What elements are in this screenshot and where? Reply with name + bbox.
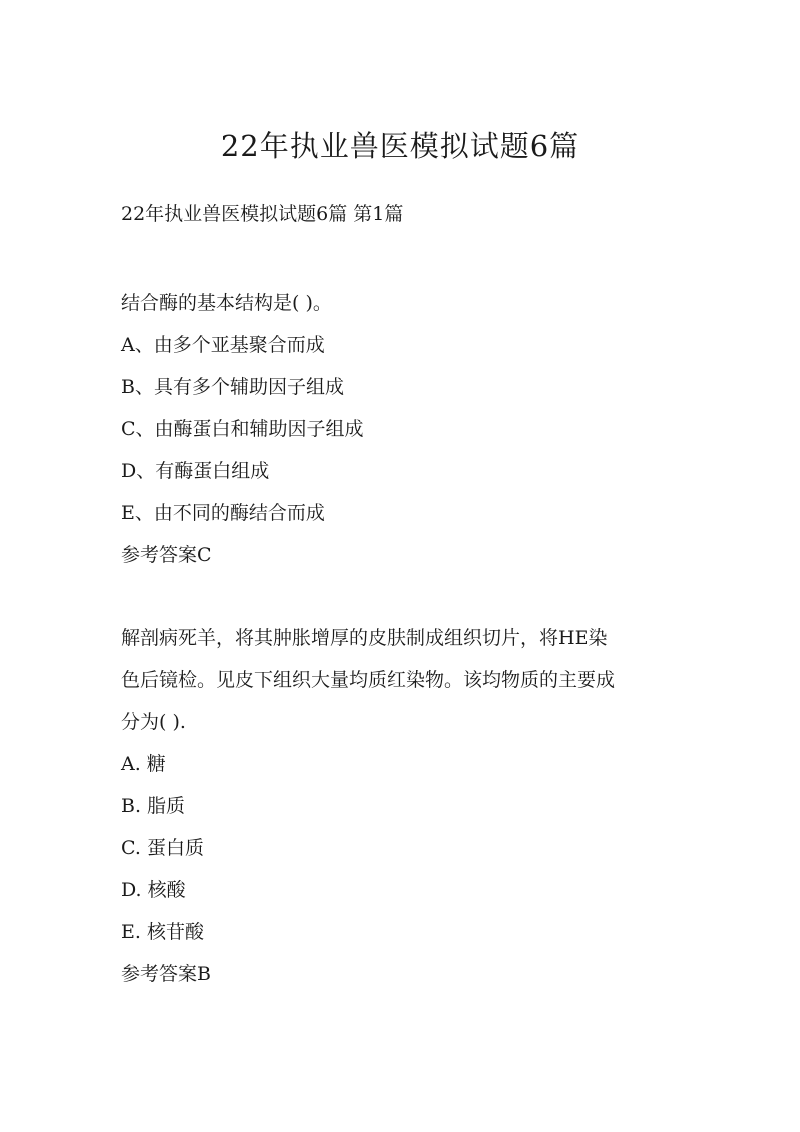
option-e: E. 核苷酸 <box>121 921 204 943</box>
question-stem-line-3: 分为( ). <box>121 711 186 733</box>
question-stem: 结合酶的基本结构是( )。 <box>121 292 332 314</box>
option-c: C、由酶蛋白和辅助因子组成 <box>121 418 364 440</box>
question-2 <box>121 617 691 995</box>
option-a: A、由多个亚基聚合而成 <box>121 334 325 356</box>
option-b: B、具有多个辅助因子组成 <box>121 376 344 398</box>
option-b: B. 脂质 <box>121 795 186 817</box>
document-subtitle: 22年执业兽医模拟试题6篇 第1篇 <box>121 203 404 225</box>
document-title: 22年执业兽医模拟试题6篇 <box>220 129 580 163</box>
question-1 <box>121 282 691 576</box>
option-d: D、有酶蛋白组成 <box>121 460 270 482</box>
option-e: E、由不同的酶结合而成 <box>121 502 325 524</box>
option-c: C. 蛋白质 <box>121 837 204 859</box>
option-list <box>121 743 691 953</box>
option-a: A. 糖 <box>121 753 166 775</box>
reference-answer: 参考答案C <box>121 544 212 566</box>
option-list <box>121 324 691 534</box>
reference-answer: 参考答案B <box>121 963 211 985</box>
option-d: D. 核酸 <box>121 879 186 901</box>
question-stem-line-2: 色后镜检。见皮下组织大量均质红染物。该均物质的主要成 <box>121 669 616 691</box>
question-stem-line-1: 解剖病死羊，将其肿胀增厚的皮肤制成组织切片，将HE染 <box>121 627 608 649</box>
